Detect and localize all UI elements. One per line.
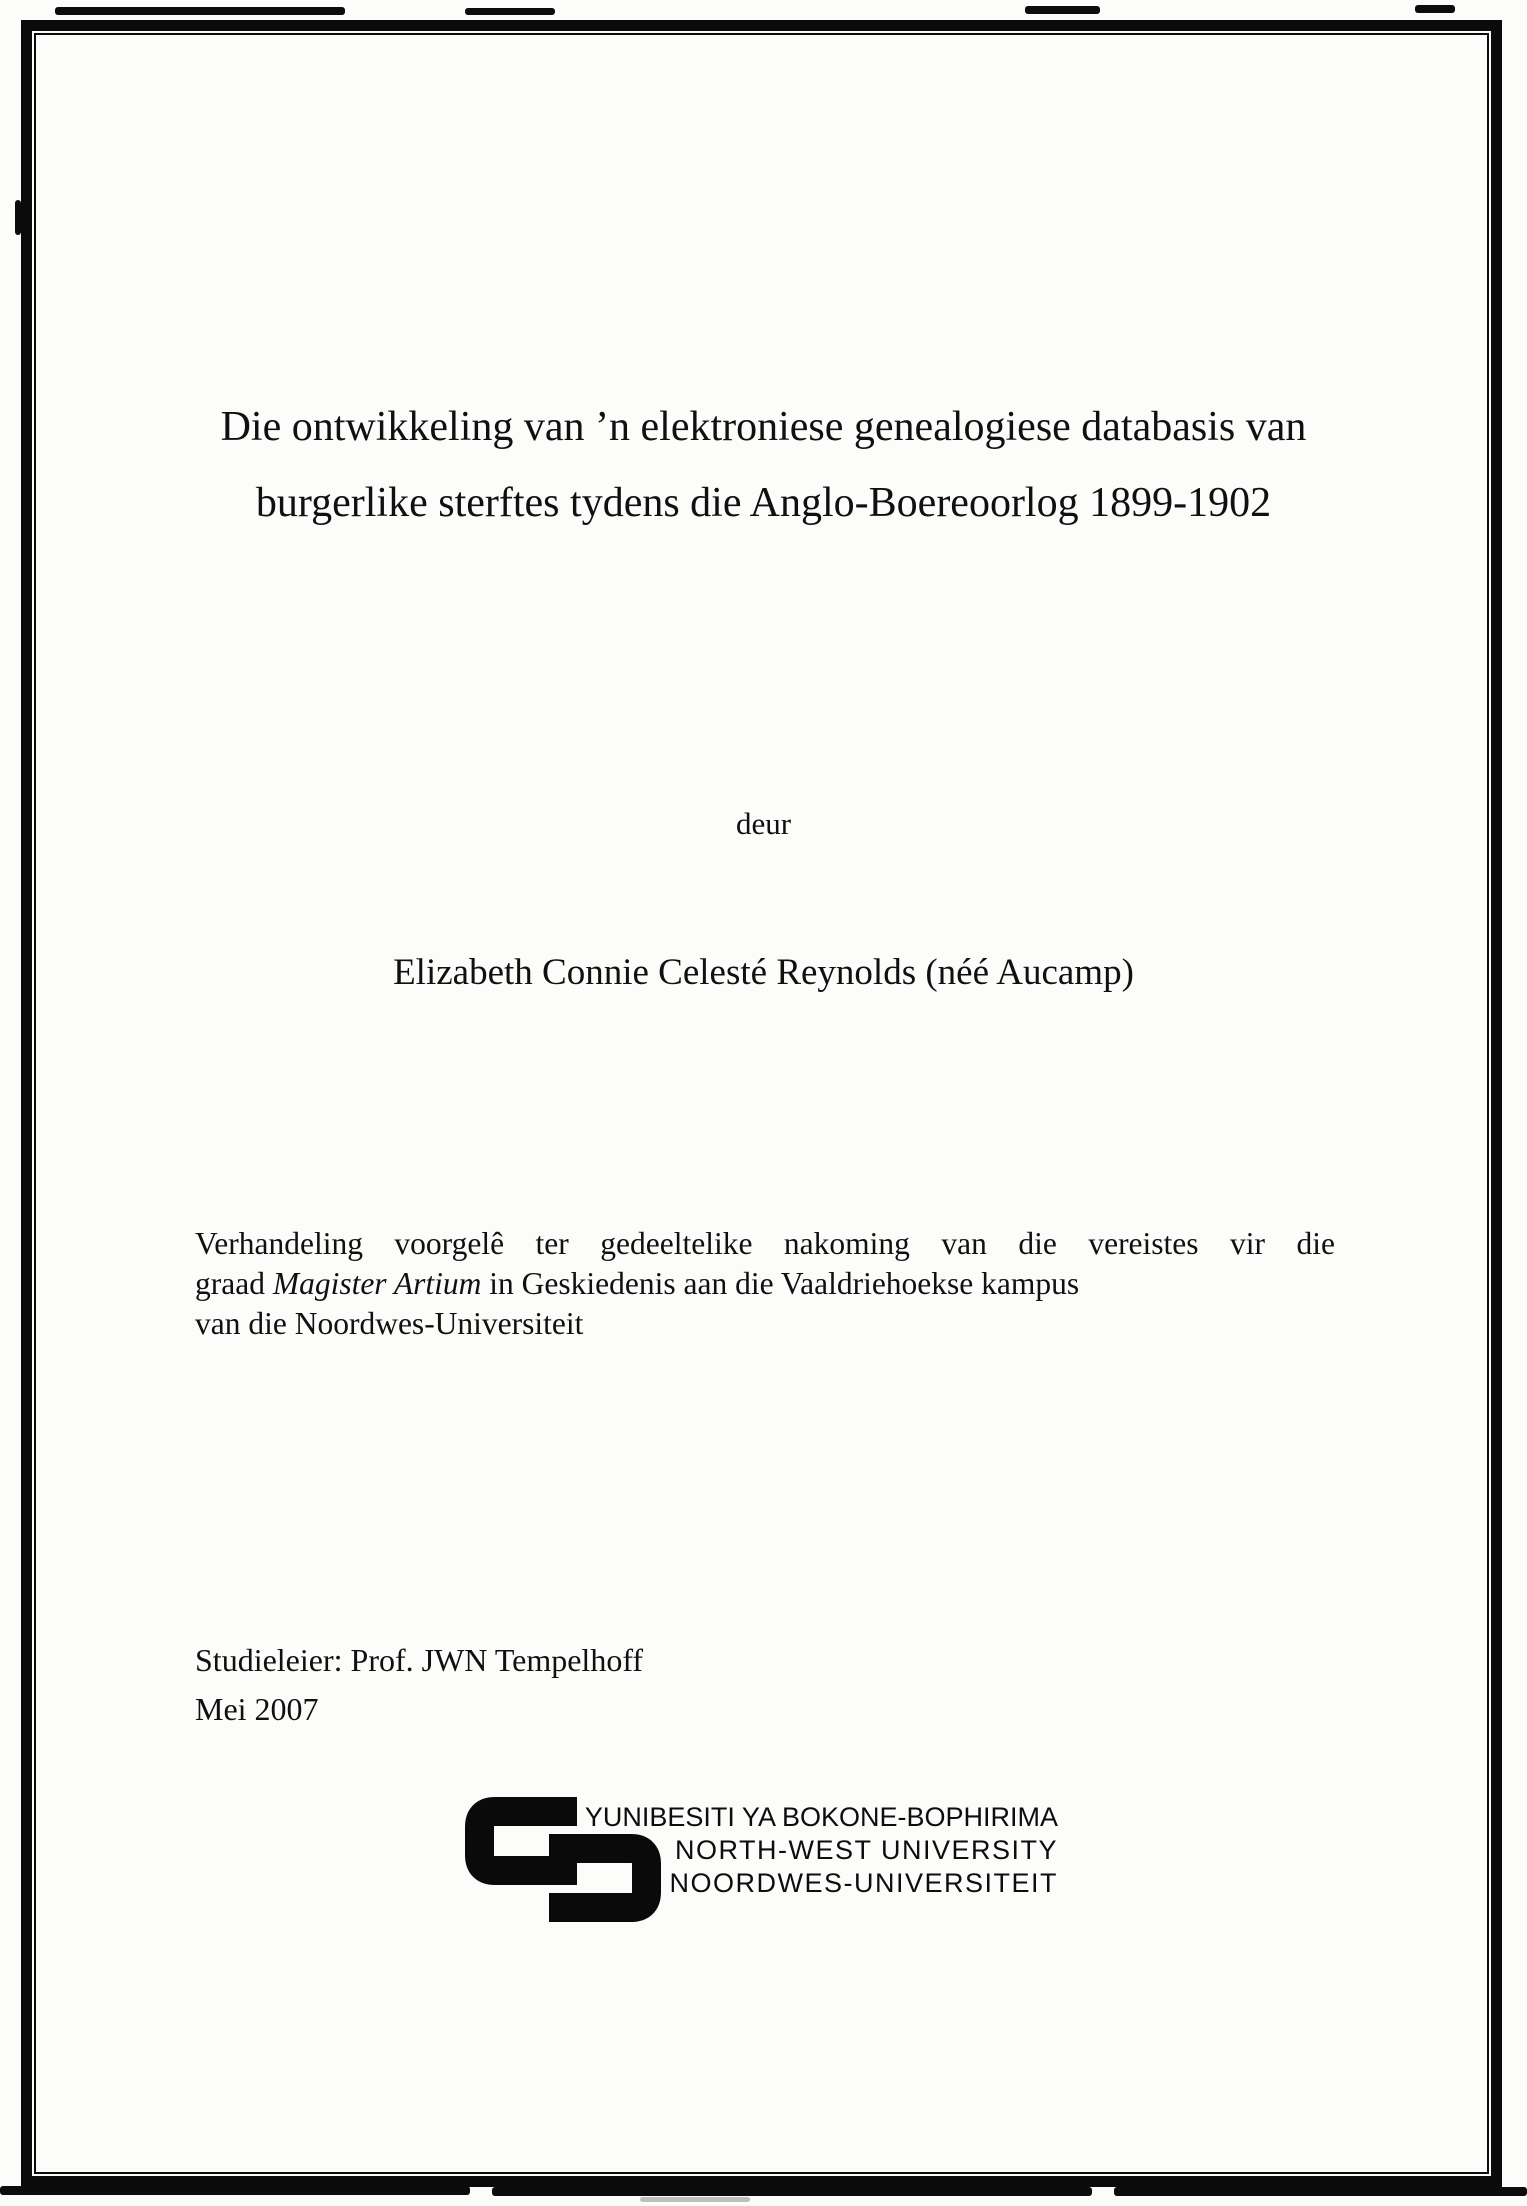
scan-artifact [465,8,555,15]
degree-statement [195,1224,1335,1344]
degree-name-italic: Magister Artium [272,1266,482,1301]
scan-artifact [0,2186,470,2195]
scan-artifact [55,7,345,15]
byline-label: deur [735,806,792,841]
university-name-english: NORTH-WEST UNIVERSITY [674,1835,1058,1865]
scan-artifact [640,2197,750,2202]
title-line-2: burgerlike sterftes tydens die Anglo-Boereoorlog 1899-1902 [255,480,1272,526]
date-line: Mei 2007 [195,1691,319,1727]
degree-statement-line-1: Verhandeling voorgelê ter gedeeltelike nakoming van die vereistes vir die [195,1226,1335,1261]
nwu-interlocked-links-icon [465,1914,661,1931]
supervisor-block [195,1636,643,1734]
university-name-setswana: YUNIBESITI YA BOKONE-BOPHIRIMA [584,1802,1058,1832]
degree-statement-line-2-post: in Geskiedenis aan die Vaaldriehoekse kampus [481,1266,1080,1301]
supervisor-line: Studieleier: Prof. JWN Tempelhoff [195,1642,644,1678]
thesis-title [0,389,1527,541]
university-name-block [585,1801,1058,1900]
degree-statement-line-2-pre: graad [195,1266,273,1301]
degree-statement-line-2 [195,1264,1335,1304]
author-name: Elizabeth Connie Celesté Reynolds (néé Aucamp) [393,952,1134,993]
university-name-afrikaans: NOORDWES-UNIVERSITEIT [669,1868,1058,1898]
degree-statement-line-3: van die Noordwes-Universiteit [195,1306,584,1341]
scan-artifact [1114,2187,1527,2196]
scan-artifact [1415,5,1455,13]
scan-artifact [492,2187,1092,2196]
scan-artifact [1025,6,1100,14]
title-line-1: Die ontwikkeling van ’n elektroniese genealogiese databasis van [220,404,1307,450]
